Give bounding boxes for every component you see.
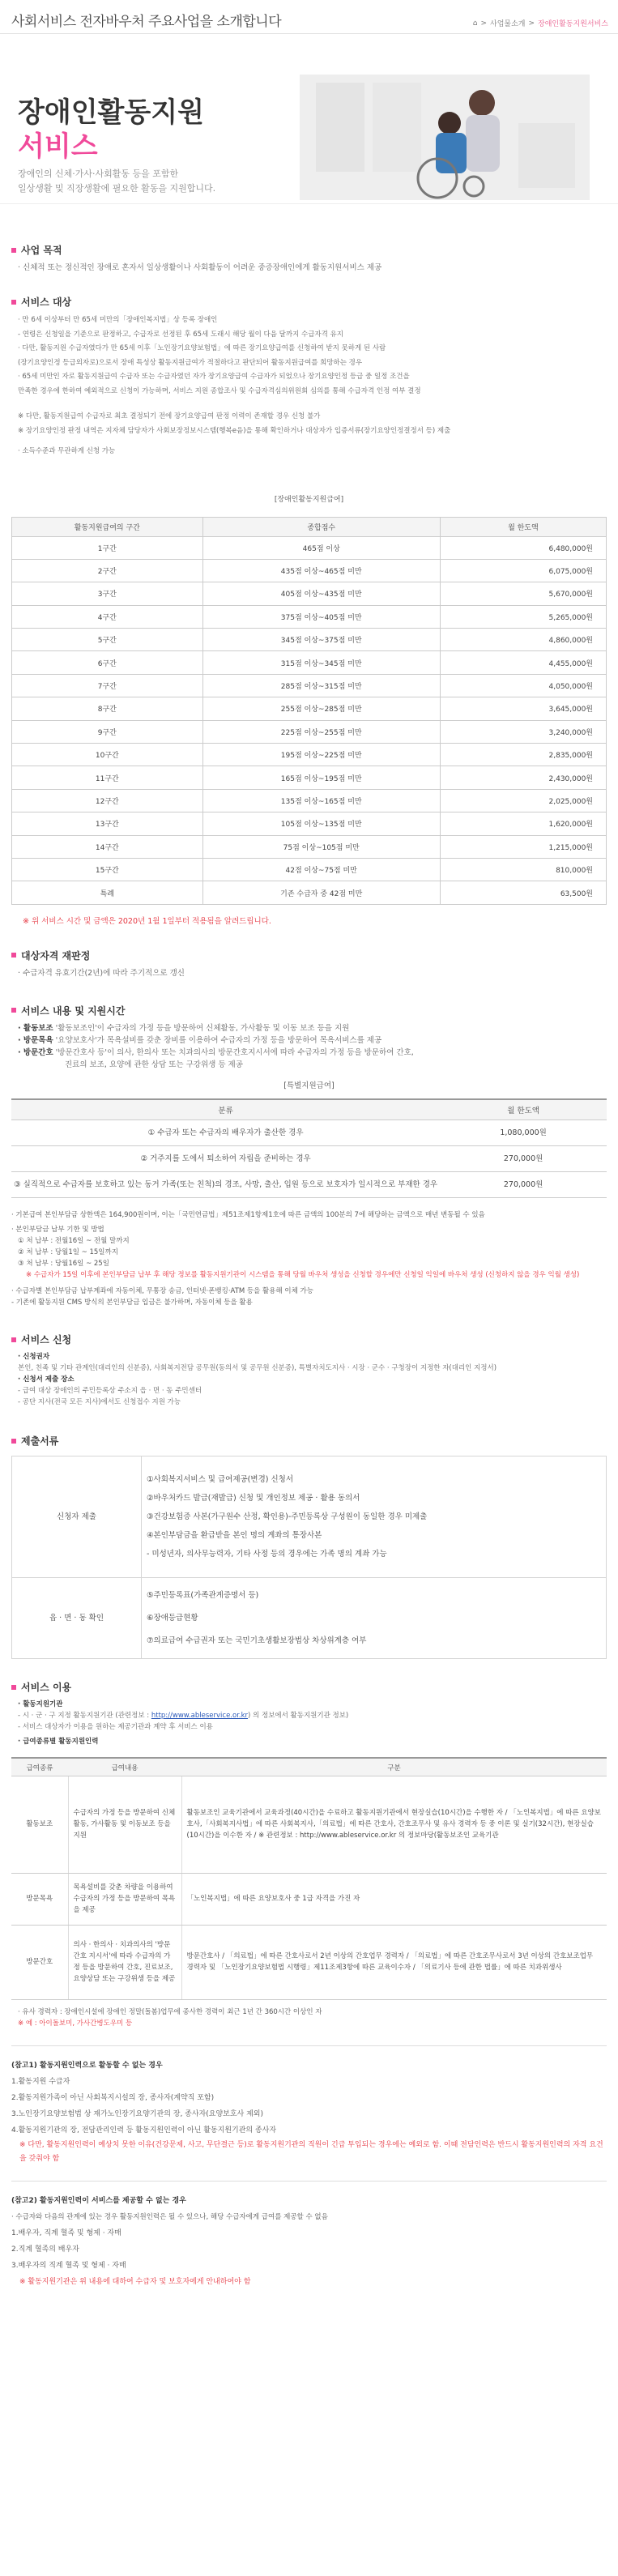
home-icon[interactable]: ⌂: [472, 19, 478, 28]
benefit-table: 활동지원급여의 구간 종합점수 월 한도액 1구간 465점 이상 6,480,000원 2구간 435점 이상~465점 미만 6,075,000원 3구간 405점 이상~435점 미만 5,670,000원 4구간 375점 이상~405점 미만 5,265,000원 5구간 345점 이상~375점 미만 4,860,000원 6구간 315점 이상~345점 미만 4,455,000원 7구간 285점 이상~315점 미만 4,050,000원 8구간 255점 이상~285점 미만 3,645,000원 9구간 225점 이상~255점 미만 3,240,000원 10구간 195점 이상~225점 미만 2,835,000원 11구간 165점 이상~195점 미만 2,430,000원 12구간 135점 이상~165점 미만 2,025,000원 13구간 105점 이상~135점 미만 1,620,000원 14구간 75점 이상~105점 미만 1,215,000원 15구간 42점 이상~75점 미만 810,000원 특례 기존 수급자 중 42점 미만 63,500원: [11, 517, 607, 905]
bullet-icon: [11, 248, 16, 253]
table-row: 10구간 195점 이상~225점 미만 2,835,000원: [12, 744, 607, 766]
breadcrumb-item-2[interactable]: 장애인활동지원서비스: [538, 20, 608, 28]
header-title: 사회서비스 전자바우처 주요사업을 소개합니다: [11, 14, 282, 30]
table-row: 4구간 375점 이상~405점 미만 5,265,000원: [12, 605, 607, 628]
table-row: 6구간 315점 이상~345점 미만 4,455,000원: [12, 651, 607, 674]
table-row: 8구간 255점 이상~285점 미만 3,645,000원: [12, 697, 607, 720]
table-note: ※ 위 서비스 시간 및 금액은 2020년 1월 1일부터 적용됨을 알려드립니다.: [23, 916, 271, 926]
table-row: 9구간 225점 이상~255점 미만 3,240,000원: [12, 720, 607, 743]
table-row: 11구간 165점 이상~195점 미만 2,430,000원: [12, 766, 607, 789]
section-limits: (참고1) 활동지원인력으로 활동할 수 없는 경우 1.활동지원 수급자 2.활동지원가족이 아닌 사회복지시설의 장, 종사자(계약직 포함) 3.노인장기요양보험법 상 재가노인장기요양기관의 장, 종사자(요양보호사 제외) 4.활동지원기관의 장, 전담관리인력 등 활동지원인력이 아닌 활동지원기관의 종사자 ※ 다만, 활동지원인력이 예상치 못한 이유(건강문제, 사고, 무단결근 등)로 활동지원기관의 직원이 긴급 투입되는 경우에는 예외로 함. 이때 전담인력은 반드시 활동지원인력의 자격 요건을 갖춰야 함: [11, 2061, 603, 2163]
breadcrumb-item-1[interactable]: 사업물소개: [490, 20, 526, 28]
purpose-text: · 신체적 또는 정신적인 장애로 혼자서 일상생활이나 사회활동이 어려운 중증장애인에게 활동지원서비스 제공: [18, 263, 382, 272]
section-target: 서비스 대상 · 만 6세 이상부터 만 65세 미만의「장애인복지법」상 등록 장애인 - 연령은 신청일을 기준으로 판정하고, 수급자로 선정된 후 65세 도래시 해당 월이 다음 달까지 수급자격 유지 · 다만, 활동지원 수급자였다가 만 65세 이후「노인장기요양보험법」에 따른 장기요양급여를 신청하여 받지 못하게 된 사람 (장기요양인정 등급외자로)으로서 장애 특성상 활동지원급여가 적절하다고 판단되어 활동지원급여를 희망하는 경우 · 65세 미만인 자로 활동지원급여 수급자 또는 수급자였던 자가 장기요양급여 수급자가 되었으나 장기요양인정 등급 중 일정 조건을 만족한 경우에 한하여 예외적으로 신청이 가능하며, 서비스 지원 종합조사 및 수급자격심의위원회 심의를 통해 수급자격 인정 여부 결정 ※ 다만, 활동지원급여 수급자로 최초 결정되기 전에 장기요양급여 판정 이력이 존재할 경우 신청 불가 ※ 장기요양인정 판정 내역은 지자체 담당자가 사회보장정보시스템(행복e음)을 통해 확인하거나 대상자가 입증서류(장기요양인정결정서 등) 제출 · 소득수준과 무관하게 신청 가능: [0, 295, 618, 459]
table-row: 1구간 465점 이상 6,480,000원: [12, 536, 607, 559]
section-use: 서비스 이용 · 활동지원기관 - 시 · 군 · 구 지정 활동지원기관 (관련정보 : http://www.ableservice.or.kr) 의 정보에서 활동지원기관 정보) - 서비스 대상자가 이용을 원하는 제공기관과 계약 후 서비스 이용 · 급여종류별 활동지원인력 급여종류 급여내용 구분 활동보조 수급자의 가정 등을 방문하여 신체활동, 가사활동 및 이동보조 등을 지원 활동보조인 교육기관에서 교육과정(40시간)을 수료하고 활동지원기관에서 현장실습(10시간)을 수행한 자 / 「노인복지법」에 따른 요양보호사,「사회복지사법」에 따른 사회복지사,「의료법」에 따른 간호사, 간호조무사 및 유사 경력자 등 중 이론 및 실기(32시간), 현장실습(10시간)을 이수한 자 / ※ 관련정보 : http://www.ableservice.or.kr 의 정보마당(활동보조인 교육기관 방문목욕 목욕설비를 갖춘 차량을 이용하여 수급자의 가정 등을 방문하여 목욕을 제공 「노인복지법」에 따른 요양보호사 중 1급 자격을 가진 자 방문간호 의사 · 한의사 · 치과의사의 '방문간호 지시서'에 따라 수급자의 가정 등을 방문하여 간호, 진료보조, 요양상담 또는 구강위생 등을 제공 방문간호사 / 「의료법」에 따른 간호사로서 2년 이상의 간호업무 경력자 / 「의료법」에 따른 간호조무사로서 3년 이상의 간호보조업무 경력자 및 「노인장기요양보험법 시행령」제11조제3항에 따른 교육이수자 / 「의료기사 등에 관한 법률」에 따른 치과위생사 · 유사 경력자 : 장애인시설에 장애인 정말(돌봄)업무에 종사한 경력이 최근 1년 간 360시간 이상인 자 ※ 예 : 아이돌보미, 가사간병도우미 등: [0, 1680, 618, 2029]
section-heading: 서비스 대상: [21, 296, 72, 308]
table-row: 15구간 42점 이상~75점 미만 810,000원: [12, 858, 607, 881]
table-row: 13구간 105점 이상~135점 미만 1,620,000원: [12, 812, 607, 835]
divider: [11, 2045, 607, 2046]
bullet-icon: [11, 1685, 16, 1690]
table-row: 14구간 75점 이상~105점 미만 1,215,000원: [12, 835, 607, 858]
hero-banner: [0, 34, 618, 204]
section-docs: [0, 1434, 618, 1659]
table-caption: [특별지원급여]: [283, 1081, 335, 1090]
hero-photo: [300, 75, 590, 200]
breadcrumb: ⌂ > 사업물소개 > 장애인활동지원서비스: [472, 19, 608, 28]
table-row: ② 거주지를 도에서 퇴소하여 자립을 준비하는 경우 270,000원: [11, 1146, 607, 1172]
hero-description: 장애인의 신체·가사·사회활동 등을 포함한 일상생활 및 직장생활에 필요한 활동을 지원합니다.: [18, 168, 216, 194]
bullet-icon: [11, 300, 16, 305]
table-row: ③ 실직적으로 수급자를 보호하고 있는 동거 가족(또는 친척)의 경조, 사망, 출산, 입원 등으로 보호자가 일시적으로 부재한 경우 270,000원: [11, 1172, 607, 1198]
bullet-icon: [11, 1337, 16, 1342]
section-benefit-table: [0, 493, 618, 926]
section-cost: · 기본급여 본인부담금 상한액은 164,900원이며, 이는「국민연금법」제51조제1항제1호에 따른 금액의 100분의 7에 해당하는 금액으로 매년 변동될 수 있음 · 본인부담금 납부 기한 및 방법 ① 처 납부 : 전월16일 ~ 전월 말까지 ② 처 납부 : 당월1일 ~ 15일까지 ③ 처 납부 : 당월16일 ~ 25일 ※ 수급자가 15일 이후에 본인부담금 납부 후 해당 정보를 활동지원기관이 시스템을 통해 당월 바우처 생성을 신청할 경우에만 신청일 익일에 바우처 생성 (신청하지 않을 경우 익월 생성) · 수급자별 본인부담금 납부계좌에 자동이체, 무통장 송금, 인터넷·폰뱅킹·ATM 등을 활용해 이체 가능 - 기존에 활동지원 CMS 방식의 본인부담금 입금은 불가하며, 자동이체 등을 활용: [11, 1211, 580, 1307]
section-content: 서비스 내용 및 지원시간 · 활동보조 '활동보조인'이 수급자의 가정 등을 방문하여 신체활동, 가사활동 및 이동 보조 등을 지원 · 방문목욕 '요양보호사'가 목욕설비를 갖춘 장비를 이용하여 수급자의 가정 등을 방문하여 목욕서비스를 제공 · 방문간호 '방문간호사 등'이 의사, 한의사 또는 치과의사의 방문간호지시서에 따라 수급자의 가정 등을 방문하여 간호, 진료의 보조, 요양에 관한 상담 또는 구강위생 등 제공 [특별지원급여] 분류 월 한도액 ① 수급자 또는 수급자의 배우자가 출산한 경우 1,080,000원 ② 거주지를 도에서 퇴소하여 자립을 준비하는 경우 270,000원 ③ 실직적으로 수급자를 보호하고 있는 동거 가족(또는 친척)의 경조, 사망, 출산, 입원 등으로 보호자가 일시적으로 부재한 경우 270,000원: [0, 1004, 618, 1199]
table-row: 특례 기존 수급자 중 42점 미만 63,500원: [12, 881, 607, 904]
page-title: 장애인활동지원 서비스: [18, 96, 204, 163]
special-benefit-table: 분류 월 한도액 ① 수급자 또는 수급자의 배우자가 출산한 경우 1,080,000원 ② 거주지를 도에서 퇴소하여 자립을 준비하는 경우 270,000원 ③ 실직적으로 수급자를 보호하고 있는 동거 가족(또는 친척)의 경조, 사망, 출산, 입원 등으로 보호자가 일시적으로 부재한 경우 270,000원: [11, 1098, 607, 1199]
section-heading: 사업 목적: [21, 245, 62, 256]
table-row: 7구간 285점 이상~315점 미만 4,050,000원: [12, 674, 607, 697]
table-row: 5구간 345점 이상~375점 미만 4,860,000원: [12, 629, 607, 651]
section-apply: 서비스 신청 · 신청권자 본인, 친족 및 기타 관계인(대리인의 신분증), 사회복지전담 공무원(동의서 및 공무원 신분증), 특별자치도지사 · 시장 · 군수 · 구청장이 지정한 자(대리인 지정서) · 신청서 제출 장소 - 급여 대상 장애인의 주민등록상 주소지 읍 · 면 · 동 주민센터 - 공단 지사(전국 모든 지사)에서도 신청접수 지원 가능: [0, 1333, 618, 1408]
documents-table: 신청자 제출 ①사회복지서비스 및 급여제공(변경) 신청서 ②바우처카드 발급(재발급) 신청 및 개인정보 제공 · 활용 동의서 ③건강보험증 사본(가구원수 산정, 확인용)-주민등록상 구성원이 동일한 경우 미제출 ④본인부담금을 환급받을 본인 명의 계좌의 통장사본 - 미성년자, 의사무능력자, 기타 사정 등의 경우에는 가족 명의 계좌 가능 읍 · 면 · 동 확인 ⑤주민등록표(가족관계증명서 등) ⑥장애등급현황 ⑦의료급여 수급권자 또는 국민기초생활보장법상 차상위계층 여부: [11, 1456, 607, 1659]
page-header: [0, 0, 618, 34]
bullet-icon: [11, 1008, 16, 1013]
bullet-icon: [11, 953, 16, 957]
table-row: 12구간 135점 이상~165점 미만 2,025,000원: [12, 789, 607, 812]
section-heading: 서비스 내용 및 지원시간: [21, 1004, 126, 1017]
table-row: 2구간 435점 이상~465점 미만 6,075,000원: [12, 559, 607, 582]
section-heading: 제출서류: [21, 1435, 59, 1448]
table-row: ① 수급자 또는 수급자의 배우자가 출산한 경우 1,080,000원: [11, 1120, 607, 1146]
table-caption: [장애인활동지원급여]: [274, 495, 344, 504]
section-renewal: 대상자격 재판정 · 수급자격 유효기간(2년)에 따라 주기적으로 갱신: [0, 949, 618, 979]
care-staff-table: 급여종류 급여내용 구분 활동보조 수급자의 가정 등을 방문하여 신체활동, 가사활동 및 이동보조 등을 지원 활동보조인 교육기관에서 교육과정(40시간)을 수료하고 활동지원기관에서 현장실습(10시간)을 수행한 자 / 「노인복지법」에 따른 요양보호사,「사회복지사법」에 따른 사회복지사,「의료법」에 따른 간호사, 간호조무사 및 유사 경력자 등 중 이론 및 실기(32시간), 현장실습(10시간)을 이수한 자 / ※ 관련정보 : http://www.ableservice.or.kr 의 정보마당(활동보조인 교육기관 방문목욕 목욕설비를 갖춘 차량을 이용하여 수급자의 가정 등을 방문하여 목욕을 제공 「노인복지법」에 따른 요양보호사 중 1급 자격을 가진 자 방문간호 의사 · 한의사 · 치과의사의 '방문간호 지시서'에 따라 수급자의 가정 등을 방문하여 간호, 진료보조, 요양상담 또는 구강위생 등을 제공 방문간호사 / 「의료법」에 따른 간호사로서 2년 이상의 간호업무 경력자 / 「의료법」에 따른 간호조무사로서 3년 이상의 간호보조업무 경력자 및 「노인장기요양보험법 시행령」제11조제3항에 따른 교육이수자 / 「의료기사 등에 관한 법률」에 따른 치과위생사: [11, 1757, 607, 2000]
section-family: (참고2) 활동지원인력이 서비스를 제공할 수 없는 경우 · 수급자와 다음의 관계에 있는 경우 활동지원인력은 될 수 있으나, 해당 수급자에게 급여를 제공할 수 없음 1.배우자, 직계 혈족 및 형제 · 자매 2.직계 혈족의 배우자 3.배우자의 직계 혈족 및 형제 · 자매 ※ 활동지원기관은 위 내용에 대하여 수급자 및 보호자에게 안내하여야 함: [11, 2196, 328, 2286]
table-row: 3구간 405점 이상~435점 미만 5,670,000원: [12, 582, 607, 605]
section-heading: 서비스 신청: [21, 1334, 72, 1346]
section-heading: 서비스 이용: [21, 1682, 72, 1694]
ableservice-link[interactable]: http://www.ableservice.or.kr: [151, 1712, 249, 1721]
section-purpose: [0, 243, 618, 274]
bullet-icon: [11, 1439, 16, 1444]
section-heading: 대상자격 재판정: [21, 949, 91, 962]
